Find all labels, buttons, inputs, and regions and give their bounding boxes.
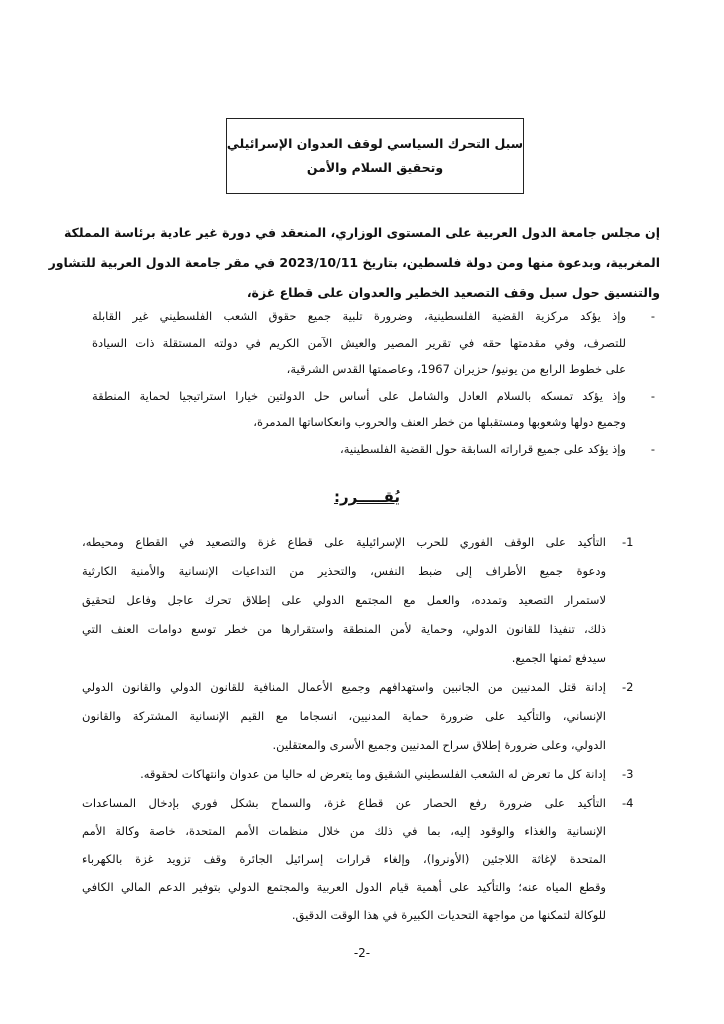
- bullet-line: وإذ يؤكد على جميع قراراته السابقة حول القضية الفلسطينية،: [339, 441, 626, 456]
- item-line: ودعوة جميع الأطراف إلى ضبط النفس، والتحذير من التداعيات الإنسانية والأمنية الكارثية: [82, 564, 606, 578]
- item-line: المتحدة لإغاثة اللاجئين (الأونروا)، وإلغاء قرارات إسرائيل الجائرة وقف تزويد غزة بالكهرباء: [82, 852, 606, 866]
- item-line: وقطع المياه عنه؛ والتأكيد على أهمية قيام الدول العربية والمجتمع الدولي بتوفير الدعم المالي الكافي: [82, 880, 606, 894]
- item-number: -1: [622, 535, 634, 549]
- resolution-item: [82, 673, 652, 760]
- item-line: سيدفع ثمنها الجميع.: [511, 651, 606, 665]
- bullet-line: وإذ يؤكد مركزية القضية الفلسطينية، وضرورة تلبية جميع حقوق الشعب الفلسطيني غير القابلة: [92, 309, 626, 323]
- preamble-bullets: [92, 303, 660, 462]
- bullet-line: على خطوط الرابع من يونيو/ حزيران 1967، وعاصمتها القدس الشرقية،: [286, 362, 626, 376]
- item-line: إدانة قتل المدنيين من الجانبين واستهدافهم وجميع الأعمال المنافية للقانون الدولي والقانون الدولي: [82, 680, 606, 694]
- resolution-items: [82, 528, 652, 929]
- preamble-bullet: [92, 436, 660, 463]
- intro-line: إن مجلس جامعة الدول العربية على المستوى الوزاري، المنعقد في دورة غير عادية برئاسة المملكة: [63, 225, 660, 240]
- item-number: -4: [622, 796, 634, 810]
- preamble-bullet: [92, 383, 660, 436]
- title-line-2: وتحقيق السلام والأمن: [306, 160, 444, 175]
- resolution-item: [82, 760, 652, 789]
- item-line: التأكيد على الوقف الفوري للحرب الإسرائيلية على قطاع غزة والتصعيد في القطاع ومحيطه،: [82, 535, 606, 549]
- item-line: إدانة كل ما تعرض له الشعب الفلسطيني الشقيق وما يتعرض له حاليا من عدوان وانتهاكات لحقوقه.: [140, 767, 606, 781]
- title-box: [226, 118, 524, 194]
- item-line: الإنسانية والغذاء والوقود إليه، بما في ذلك من خلال منظمات الأمم المتحدة، خاصة وكالة الأمم: [82, 824, 606, 838]
- decides-heading: يُقـــــرر:: [333, 488, 401, 506]
- item-line: التأكيد على ضرورة رفع الحصار عن قطاع غزة، والسماح بشكل فوري بإدخال المساعدات: [82, 796, 606, 810]
- item-line: للوكالة لتمكنها من مواجهة التحديات الكبيرة في هذا الوقت الدقيق.: [291, 908, 606, 922]
- item-line: الدولي، وعلى ضرورة إطلاق سراح المدنيين وجميع الأسرى والمعتقلين.: [272, 738, 606, 752]
- page-number: -2-: [353, 946, 371, 960]
- item-line: لاستمرار التصعيد وتمدده، والعمل مع المجتمع الدولي على إطلاق تحرك عاجل وفاعل لتحقيق: [82, 593, 606, 607]
- item-line: ذلك، تنفيذا للقانون الدولي، وحماية لأمن المنطقة واستقرارها من خطر توسع دوامات العنف التي: [82, 622, 606, 636]
- item-number: -2: [622, 680, 634, 694]
- bullet-dash: -: [650, 441, 656, 456]
- bullet-dash: -: [650, 309, 656, 323]
- bullet-dash: -: [650, 388, 656, 403]
- item-number: -3: [622, 767, 634, 781]
- bullet-line: وإذ يؤكد تمسكه بالسلام العادل والشامل على أساس حل الدولتين خيارا استراتيجيا لحماية المنطقة: [92, 388, 626, 403]
- intro-line: والتنسيق حول سبل وقف التصعيد الخطير والعدوان على قطاع غزة،: [246, 285, 660, 300]
- intro-paragraph: [48, 218, 660, 308]
- preamble-bullet: [92, 303, 660, 383]
- bullet-line: للتصرف، وفي مقدمتها حقه في تقرير المصير والعيش الآمن الكريم في دولته المستقلة ذات السيادة: [92, 335, 626, 350]
- title-line-1: سبل التحرك السياسي لوقف العدوان الإسرائيلي: [226, 136, 523, 151]
- intro-line: المغربية، وبدعوة منها ومن دولة فلسطين، بتاريخ 2023/10/11 في مقر جامعة الدول العربية للتشاور: [48, 255, 660, 270]
- resolution-item: [82, 528, 652, 673]
- item-line: الإنساني، والتأكيد على ضرورة حماية المدنيين، انسجاما مع القيم الإنسانية المشتركة والقانون: [82, 709, 606, 723]
- resolution-item: [82, 789, 652, 929]
- bullet-line: وجميع دولها وشعوبها ومستقبلها من خطر العنف والحروب وانعكاساتها المدمرة،: [253, 415, 626, 429]
